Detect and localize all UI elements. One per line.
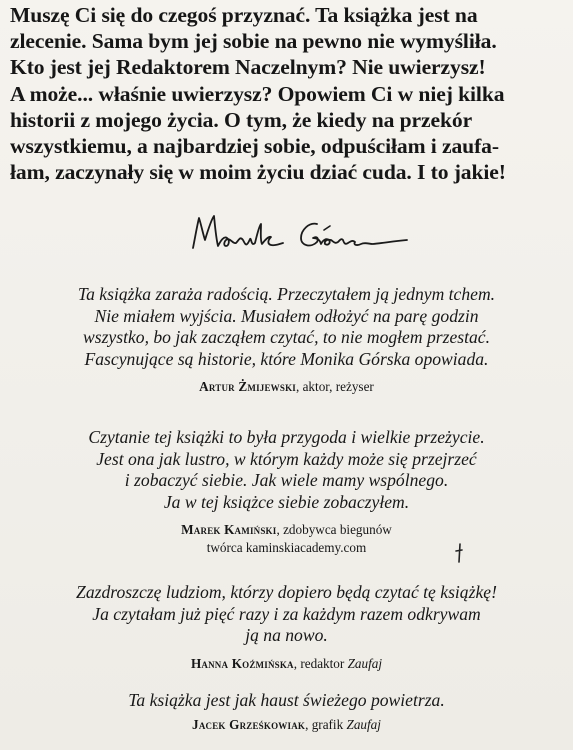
testimonial-text (0, 690, 573, 712)
author-website: twórca kaminskiacademy.com (206, 540, 367, 555)
testimonial-line: Zazdroszczę ludziom, którzy dopiero będą czytać tę książkę! (76, 582, 497, 602)
testimonial-line: Ta książka zaraża radością. Przeczytałem ją jednym tchem. (77, 284, 496, 304)
author-role: , redaktor (293, 655, 348, 671)
testimonial-line: wszystko, bo jak zacząłem czytać, to nie mogłem przestać. (82, 327, 491, 347)
intro-paragraph (10, 2, 566, 185)
testimonial-3 (0, 582, 573, 673)
testimonial-author (0, 655, 573, 673)
author-name: Marek Kamiński (181, 522, 277, 537)
testimonial-line: Jest ona jak lustro, w którym każdy może się przejrzeć (96, 448, 477, 469)
testimonial-line: i zobaczyć siebie. Jak wiele mamy wspólnego. (124, 470, 449, 490)
author-role: , grafik (305, 716, 347, 732)
testimonial-1 (0, 284, 573, 396)
testimonial-line: Fascynujące są historie, które Monika Górska opowiada. (84, 348, 489, 369)
testimonial-line: Ta książka jest jak haust świeżego powietrza. (128, 690, 445, 710)
pen-mark (452, 542, 468, 564)
testimonial-author (0, 521, 573, 557)
testimonial-text (0, 284, 573, 370)
author-name: Jacek Grześkowiak (192, 716, 306, 732)
intro-line: łam, zaczynały się w moim życiu dziać cuda. I to jakie! (10, 160, 506, 185)
testimonial-line: Nie miałem wyjścia. Musiałem odłożyć na parę godzin (94, 305, 479, 326)
author-signature (185, 210, 415, 256)
author-role: , zdobywca biegunów (276, 522, 392, 537)
intro-line: Kto jest jej Redaktorem Naczelnym? Nie uwierzysz! (10, 55, 486, 80)
author-role: , aktor, reżyser (295, 379, 374, 394)
testimonial-line: Ja czytałam już pięć razy i za każdym razem odkrywam (92, 603, 481, 624)
testimonial-line: Czytanie tej książki to była przygoda i wielkie przeżycie. (88, 427, 485, 447)
intro-line: A może... właśnie uwierzysz? Opowiem Ci w niej kilka (10, 81, 505, 106)
testimonial-author (0, 378, 573, 396)
testimonial-author (0, 716, 573, 734)
testimonial-line: ją na nowo. (245, 625, 328, 645)
author-name: Artur Żmijewski (199, 379, 296, 394)
author-role-publication: Zaufaj (346, 716, 381, 732)
intro-line: wszystkiemu, a najbardziej sobie, odpuściłam i zaufa- (10, 134, 499, 159)
testimonial-text (0, 427, 573, 513)
intro-line: zlecenie. Sama bym jej sobie na pewno nie wymyśliła. (10, 29, 497, 54)
testimonial-text (0, 582, 573, 647)
author-name: Hanna Koźmińska (190, 655, 294, 671)
intro-line: historii z mojego życia. O tym, że kiedy na przekór (10, 107, 473, 132)
author-role-publication: Zaufaj (347, 655, 383, 671)
testimonial-4 (0, 690, 573, 734)
testimonial-line: Ja w tej książce siebie zobaczyłem. (163, 491, 410, 512)
intro-line: Muszę Ci się do czegoś przyznać. Ta książka jest na (10, 3, 478, 27)
testimonial-2 (0, 427, 573, 557)
